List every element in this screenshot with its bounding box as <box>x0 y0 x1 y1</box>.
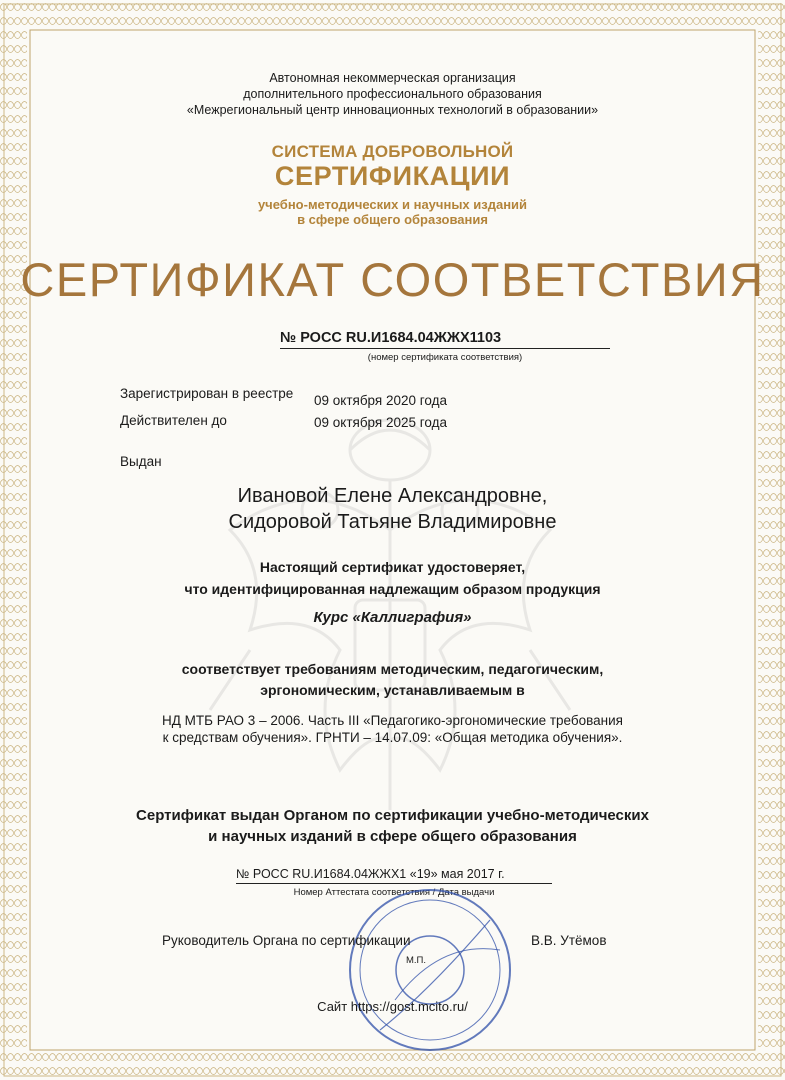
logo-line-3: учебно-методических и научных изданий <box>257 197 528 212</box>
registered-date: 09 октября 2020 года <box>314 393 447 408</box>
product-name: Курс «Каллиграфия» <box>313 609 472 626</box>
recipient-1: Ивановой Елене Александровне, <box>237 485 548 507</box>
logo-line-4: в сфере общего образования <box>297 212 488 227</box>
certifies-statement <box>0 556 785 600</box>
valid-until-date: 09 октября 2025 года <box>314 415 447 430</box>
organization-line-3: «Межрегиональный центр инновационных технологий в образовании» <box>186 103 599 117</box>
round-stamp <box>340 880 520 1060</box>
issued-by-statement <box>0 805 785 847</box>
complies-line-2: эргономическим, устанавливаемым в <box>260 682 525 698</box>
logo-line-1: СИСТЕМА ДОБРОВОЛЬНОЙ <box>271 142 514 161</box>
head-of-body-name: В.В. Утёмов <box>531 933 607 948</box>
complies-statement <box>0 659 785 701</box>
certifies-line-1: Настоящий сертификат удостоверяет, <box>259 559 526 575</box>
issued-by-line-1: Сертификат выдан Органом по сертификации учебно-методических <box>136 807 649 824</box>
seal-place-label: М.П. <box>406 955 427 966</box>
head-of-body-label: Руководитель Органа по сертификации <box>162 933 411 948</box>
standard-reference <box>0 712 785 746</box>
website-link[interactable]: Сайт https://gost.mcito.ru/ <box>317 999 468 1014</box>
issued-by-line-2: и научных изданий в сфере общего образования <box>208 828 577 845</box>
standard-line-1: НД МТБ РАО 3 – 2006. Часть III «Педагогико-эргономические требования <box>162 713 623 728</box>
complies-line-1: соответствует требованиям методическим, педагогическим, <box>181 661 604 677</box>
certificate-title: СЕРТИФИКАТ СООТВЕТСТВИЯ <box>20 253 765 306</box>
attestation-caption: Номер Аттестата соответствия / Дата выдачи <box>293 887 495 898</box>
issued-to-label: Выдан <box>120 454 162 469</box>
certifies-line-2: что идентифицированная надлежащим образом продукция <box>184 581 601 597</box>
organization-line-2: дополнительного профессионального образования <box>243 87 542 101</box>
organization-header <box>0 70 785 118</box>
certificate-number-caption: (номер сертификата соответствия) <box>367 352 523 363</box>
certificate-number: № РОСС RU.И1684.04ЖЖХ1103 <box>280 330 610 349</box>
valid-until-label: Действителен до <box>120 413 227 428</box>
registered-label: Зарегистрирован в реестре <box>120 386 294 401</box>
organization-line-1: Автономная некоммерческая организация <box>269 71 516 85</box>
standard-line-2: к средствам обучения». ГРНТИ – 14.07.09: «Общая методика обучения». <box>162 730 623 745</box>
certification-system-logo <box>0 142 785 227</box>
recipients <box>0 483 785 535</box>
logo-line-2: СЕРТИФИКАЦИИ <box>274 161 511 191</box>
attestation-number: № РОСС RU.И1684.04ЖЖХ1 «19» мая 2017 г. <box>236 867 552 884</box>
recipient-2: Сидоровой Татьяне Владимировне <box>228 511 557 533</box>
